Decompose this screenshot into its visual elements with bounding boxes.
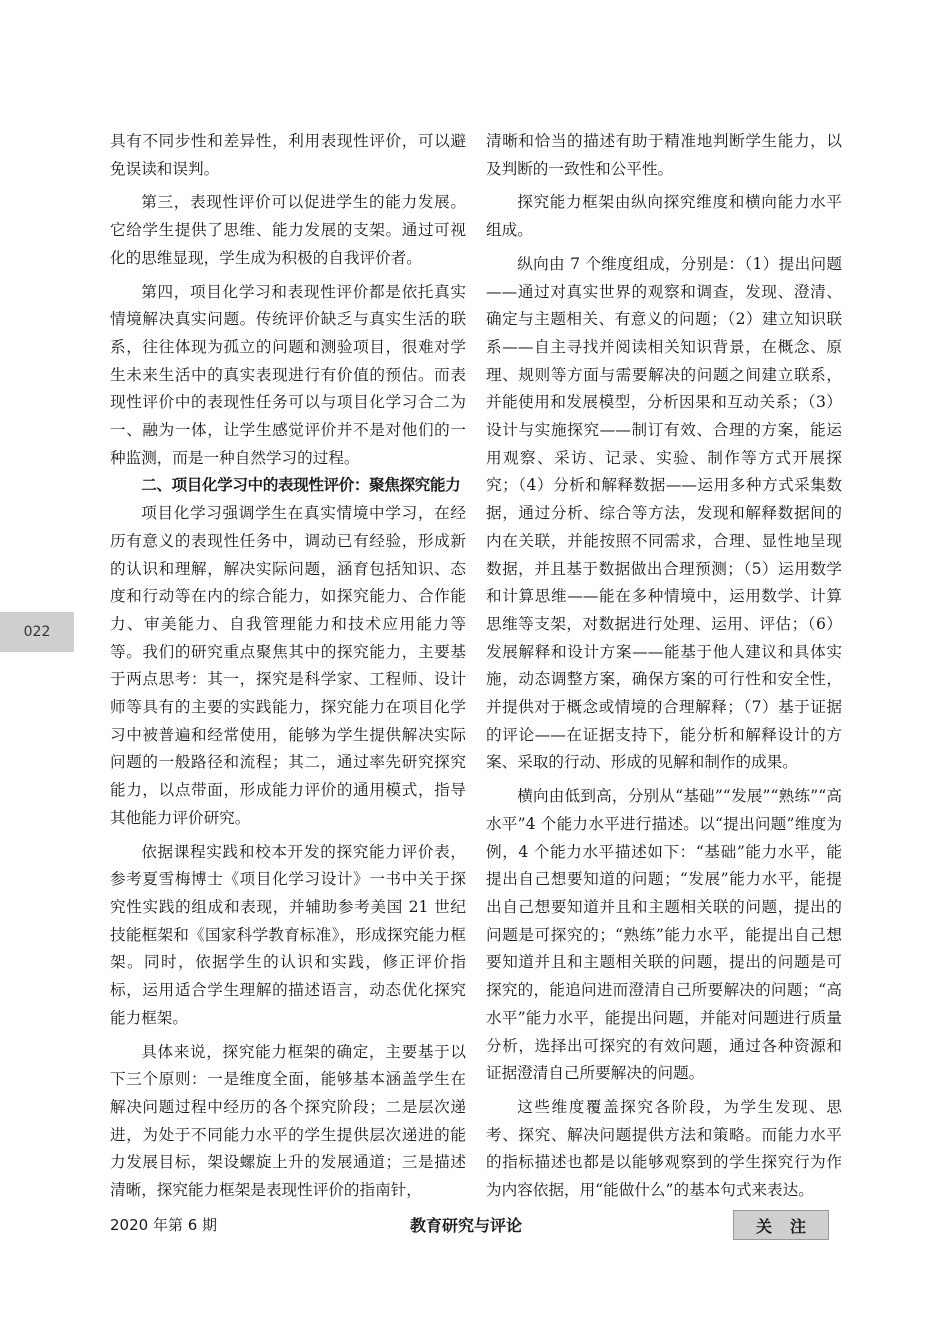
paragraph: 第三，表现性评价可以促进学生的能力发展。它给学生提供了思维、能力发展的支架。通过可视化的思维显现，学生成为积极的自我评价者。 [110, 193, 466, 267]
paragraph: 探究能力框架由纵向探究维度和横向能力水平组成。 [486, 193, 842, 240]
paragraph: 第四，项目化学习和表现性评价都是依托真实情境解决真实问题。传统评价缺乏与真实生活的联系，往往体现为孤立的问题和测验项目，很难对学生未来生活中的真实表现进行有价值的预估。而表现性评价中的表现性任务可以与项目化学习合二为一、融为一体，让学生感觉评价并不是对他们的一种监测，而是一种自然学习的过程。 [110, 282, 466, 467]
footer-section-label: 关注 [733, 1210, 829, 1240]
paragraph: 横向由低到高，分别从“基础”“发展”“熟练”“高水平”4 个能力水平进行描述。以“提出问题”维度为例，4 个能力水平描述如下：“基础”能力水平，能提出自己想要知道的问题；“发展”能力水平，能提出自己想要知道并且和主题相关联的问题，提出的问题是可探究的；“熟练”能力水平，能提出自己想要知道并且和主题相关联的问题，提出的问题是可探究的，能追问进而澄清自己所要解决的问题；“高水平”能力水平，能提出问题，并能对问题进行质量分析，选择出可探究的有效问题，通过各种资源和证据澄清自己所要解决的问题。 [486, 787, 842, 1083]
paragraph: 纵向由 7 个维度组成，分别是：（1）提出问题——通过对真实世界的观察和调查，发现、澄清、确定与主题相关、有意义的问题；（2）建立知识联系——自主寻找并阅读相关知识背景，在概念、原理、规则等方面与需要解决的问题之间建立联系，并能使用和发展模型，分析因果和互动关系；（3）设计与实施探究——制订有效、合理的方案，能运用观察、采访、记录、实验、制作等方式开展探究；（4）分析和解释数据——运用多种方式采集数据，通过分析、综合等方法，发现和解释数据间的内在关联，并能按照不同需求，合理、显性地呈现数据，并且基于数据做出合理预测；（5）运用数学和计算思维——能在多种情境中，运用数学、计算思维等支架，对数据进行处理、运用、评估；（6）发展解释和设计方案——能基于他人建议和具体实施，动态调整方案，确保方案的可行性和安全性，并提供对于概念或情境的合理解释；（7）基于证据的评论——在证据支持下，能分析和解释设计的方案、采取的行动、形成的见解和制作的成果。 [486, 254, 842, 772]
footer-journal-title: 教育研究与评论 [410, 1216, 523, 1235]
paragraph: 这些维度覆盖探究各阶段，为学生发现、思考、探究、解决问题提供方法和策略。而能力水平的指标描述也都是以能够观察到的学生探究行为作为内容依据，用“能做什么”的基本句式来表达。 [486, 1097, 842, 1200]
section-heading: 二、项目化学习中的表现性评价：聚焦探究能力 [141, 476, 461, 495]
page-number: 022 [0, 612, 74, 652]
right-column [486, 128, 842, 1205]
left-column [110, 128, 466, 1205]
paragraph: 依据课程实践和校本开发的探究能力评价表，参考夏雪梅博士《项目化学习设计》一书中关于探究性实践的组成和表现，并辅助参考美国 21 世纪技能框架和《国家科学教育标准》，形成探究能力框架。同时，依据学生的认识和实践，修正评价指标，运用适合学生理解的描述语言，动态优化探究能力框架。 [110, 842, 466, 1027]
paragraph: 清晰和恰当的描述有助于精准地判断学生能力，以及判断的一致性和公平性。 [486, 132, 842, 178]
paragraph: 具体来说，探究能力框架的确定，主要基于以下三个原则：一是维度全面，能够基本涵盖学生在解决问题过程中经历的各个探究阶段；二是层次递进，为处于不同能力水平的学生提供层次递进的能力发展目标，架设螺旋上升的发展通道；三是描述清晰，探究能力框架是表现性评价的指南针， [110, 1042, 466, 1200]
paragraph: 项目化学习强调学生在真实情境中学习，在经历有意义的表现性任务中，调动已有经验，形成新的认识和理解，解决实际问题，涵育包括知识、态度和行动等在内的综合能力，如探究能力、合作能力、审美能力、自我管理能力和技术应用能力等等。我们的研究重点聚焦其中的探究能力，主要基于两点思考：其一，探究是科学家、工程师、设计师等具有的主要的实践能力，探究能力在项目化学习中被普遍和经常使用，能够为学生提供解决实际问题的一般路径和流程；其二，通过率先研究探究能力，以点带面，形成能力评价的通用模式，指导其他能力评价研究。 [110, 504, 466, 827]
footer-issue: 2020 年第 6 期 [110, 1216, 218, 1234]
paragraph: 具有不同步性和差异性，利用表现性评价，可以避免误读和误判。 [110, 132, 466, 178]
